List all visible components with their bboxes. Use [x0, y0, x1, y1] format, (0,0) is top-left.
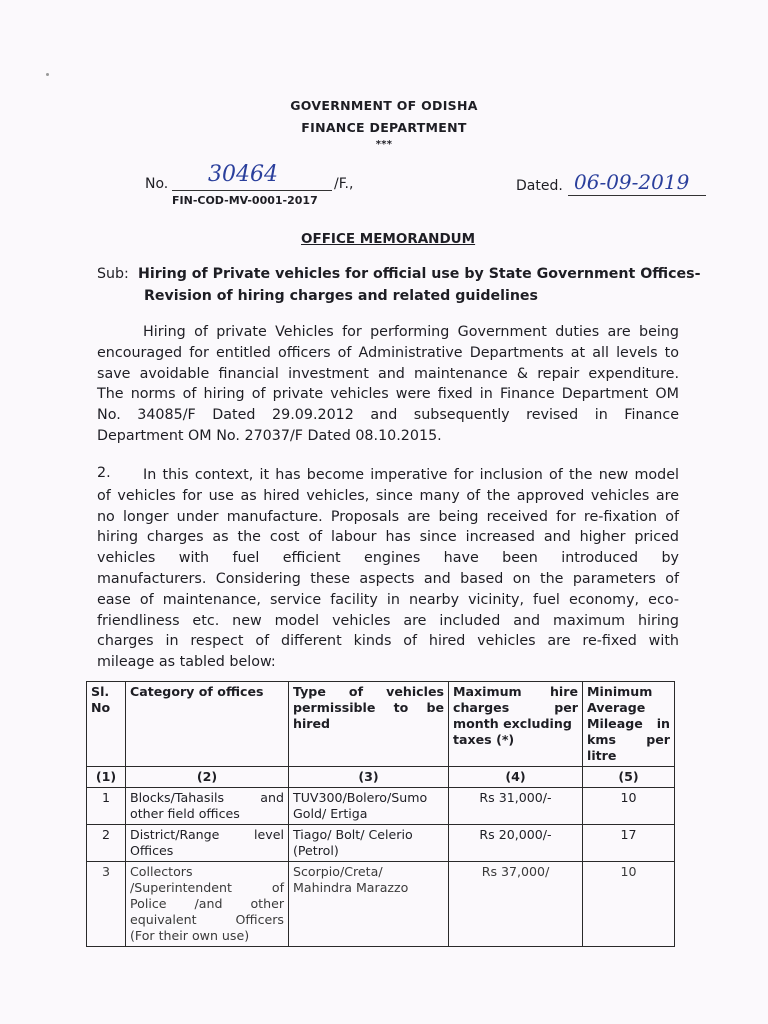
header-sl-no: Sl. No [87, 682, 126, 767]
para1-line: Department OM No. 27037/F Dated 08.10.2015. [97, 427, 442, 444]
col-number: (1) [87, 767, 126, 788]
government-heading: GOVERNMENT OF ODISHA [290, 98, 478, 113]
col-number: (3) [289, 767, 449, 788]
row-sl: 2 [87, 825, 126, 862]
col-number: (2) [126, 767, 289, 788]
header-max-charges: Maximum hire charges per month excluding taxes (*) [449, 682, 583, 767]
row-charges: Rs 31,000/- [449, 788, 583, 825]
row-vehicles: Scorpio/Creta/ Mahindra Marazzo [289, 862, 449, 947]
header-category: Category of offices [126, 682, 289, 767]
row-charges: Rs 37,000/ [449, 862, 583, 947]
para2-line: hiring charges as the cost of labour has since increased and higher priced [97, 529, 679, 546]
subject-label: Sub: [97, 266, 129, 282]
dated-label: Dated. [516, 178, 563, 194]
col-number: (5) [583, 767, 675, 788]
ref-no-suffix: /F., [334, 176, 354, 192]
scan-speck [46, 73, 49, 76]
para2-line: vehicles with fuel efficient engines have been introduced by [97, 550, 679, 567]
para2-line: no longer under manufacture. Proposals are being received for re-fixation of [97, 508, 679, 525]
para2-line: mileage as tabled below: [97, 654, 276, 671]
row-mileage: 17 [583, 825, 675, 862]
table-header-row [87, 682, 675, 767]
memo-title: OFFICE MEMORANDUM [301, 231, 476, 247]
para2-line: friendliness etc. new model vehicles are included and maximum hiring [97, 612, 679, 629]
row-mileage: 10 [583, 862, 675, 947]
ref-no-underline [172, 190, 332, 191]
header-vehicle-type: Type of vehicles permissible to be hired [289, 682, 449, 767]
file-code: FIN-COD-MV-0001-2017 [172, 194, 318, 207]
table-row [87, 788, 675, 825]
row-vehicles: TUV300/Bolero/Sumo Gold/ Ertiga [289, 788, 449, 825]
para1-line: No. 34085/F Dated 29.09.2012 and subsequently revised in Finance [97, 407, 679, 424]
para2-line: manufacturers. Considering these aspects and based on the parameters of [97, 570, 679, 587]
row-category: Blocks/Tahasils and other field offices [126, 788, 289, 825]
ref-no-handwritten: 30464 [208, 162, 278, 187]
para1-line: The norms of hiring of private vehicles were fixed in Finance Department OM [97, 386, 679, 403]
para1-line: save avoidable financial investment and maintenance & repair expenditure. [97, 365, 679, 382]
hiring-charges-table [86, 681, 675, 947]
date-handwritten: 06-09-2019 [574, 170, 690, 194]
ref-no-label: No. [145, 176, 169, 192]
heading-stars: *** [375, 139, 393, 150]
row-mileage: 10 [583, 788, 675, 825]
para1-line: encouraged for entitled officers of Administrative Departments at all levels to [97, 344, 679, 361]
col-number: (4) [449, 767, 583, 788]
paragraph-1 [97, 322, 679, 447]
para2-line: In this context, it has become imperative for inclusion of the new model [143, 467, 679, 483]
subject-line-1: Hiring of Private vehicles for official use by State Government Offices- [138, 266, 701, 282]
para2-line: of vehicles for use as hired vehicles, since many of the approved vehicles are [97, 487, 679, 504]
row-category: Collectors /Superintendent of Police /and other equivalent Officers (For their own use) [126, 862, 289, 947]
column-number-row [87, 767, 675, 788]
department-heading: FINANCE DEPARTMENT [301, 120, 467, 135]
date-underline [568, 195, 706, 196]
subject-line-2: Revision of hiring charges and related guidelines [144, 288, 538, 304]
header-min-mileage: Minimum Average Mileage in kms per litre [583, 682, 675, 767]
row-sl: 3 [87, 862, 126, 947]
paragraph-2 [97, 465, 679, 673]
table-row [87, 825, 675, 862]
row-sl: 1 [87, 788, 126, 825]
para2-number: 2. [97, 465, 111, 481]
para2-line: ease of maintenance, service facility in nearby vicinity, fuel economy, eco- [97, 591, 679, 608]
para1-line: Hiring of private Vehicles for performing Government duties are being [143, 324, 679, 340]
row-vehicles: Tiago/ Bolt/ Celerio (Petrol) [289, 825, 449, 862]
table-row [87, 862, 675, 947]
row-category: District/Range level Offices [126, 825, 289, 862]
para2-line: charges in respect of different kinds of hired vehicles are re-fixed with [97, 633, 679, 650]
row-charges: Rs 20,000/- [449, 825, 583, 862]
